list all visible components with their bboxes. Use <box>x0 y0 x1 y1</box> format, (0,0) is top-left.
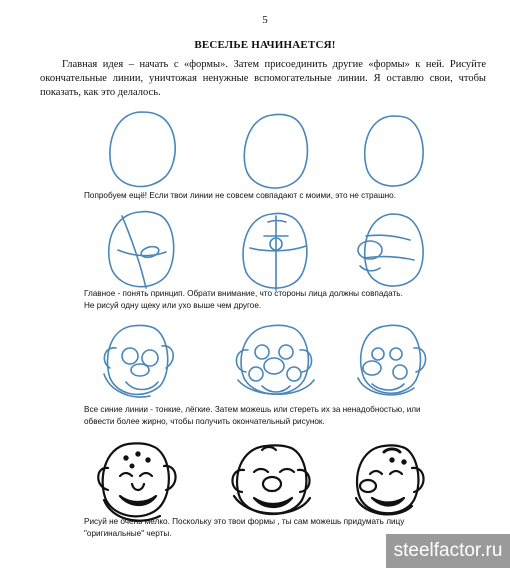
caption-row-1 <box>84 190 396 202</box>
head-shape-three-quarter <box>244 114 307 188</box>
page-title: ВЕСЕЛЬЕ НАЧИНАЕТСЯ! <box>194 39 336 51</box>
caption-line: Главное - понять принцип. Обрати внимание, что стороны лица должны совпадать. <box>84 289 403 298</box>
watermark: steelfactor.ru <box>386 534 510 568</box>
guideline-head-right <box>358 214 423 286</box>
caption-row-4 <box>84 516 404 540</box>
caption-line: Все синие линии - тонкие, лёгкие. Затем можешь или стереть их за ненадобностью, или <box>84 405 421 414</box>
intro-paragraph: Главная идея – начать с «формы». Затем присоединить другие «формы» к ней. Рисуйте окончательные линии, уничтожая ненужные вспомогательные линии. Я оставлю свои, чтобы показать, как это делалось. <box>40 59 486 98</box>
caption-line: обвести более жирно, чтобы получить окончательный рисунок. <box>84 417 325 426</box>
page-number: 5 <box>262 14 268 26</box>
caption-line: Рисуй не очень мелко. Поскольку это твои формы , ты сам можешь придумать лицу <box>84 517 405 526</box>
construction-head-middle <box>236 325 314 394</box>
guideline-head-middle <box>243 213 307 290</box>
caption-row-3 <box>84 404 421 428</box>
head-shape-front <box>110 112 175 186</box>
guideline-head-left <box>109 212 174 288</box>
head-shape-side <box>365 116 423 186</box>
final-head-left <box>98 443 175 520</box>
caption-line: Попробуем ещё! Если твои линии не совсем совпадают с моими, это не страшно. <box>84 191 396 200</box>
final-head-right <box>356 445 424 514</box>
final-head-middle <box>232 445 310 514</box>
caption-row-2 <box>84 288 403 312</box>
construction-head-left <box>104 325 173 397</box>
caption-line: Не рисуй одну щеку или ухо выше чем другое. <box>84 301 262 310</box>
construction-head-right <box>358 325 426 395</box>
caption-line: "оригинальные" черты. <box>84 529 172 538</box>
